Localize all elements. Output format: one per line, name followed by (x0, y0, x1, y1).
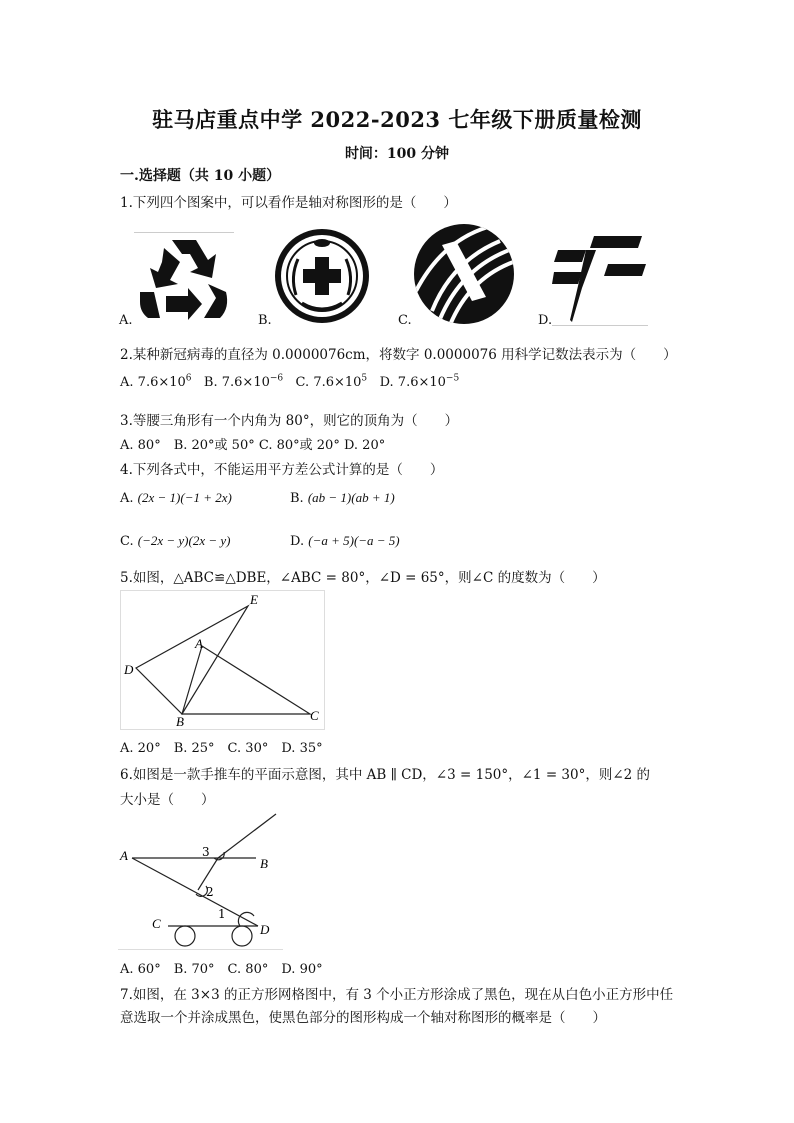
triangle-figure-q5 (120, 590, 325, 730)
label-c: C (152, 916, 161, 931)
q1-option-a-label: A. (119, 313, 133, 328)
exam-time: 时间：100 分钟 (344, 146, 450, 162)
question-5-options: A. 20° B. 25° C. 30° D. 35° (120, 741, 323, 756)
page-title: 驻马店重点中学 2022-2023 七年级下册质量检测 (152, 107, 642, 132)
question-6-options: A. 60° B. 70° C. 80° D. 90° (120, 962, 323, 977)
question-1-stem: 1.下列四个图案中，可以看作是轴对称图形的是（ ） (120, 195, 457, 211)
angle-1-label: 1 (218, 907, 226, 921)
label-d: D (260, 922, 270, 937)
label-b: B (176, 714, 184, 729)
q1-option-c-label: C. (398, 313, 412, 328)
question-4-stem: 4.下列各式中，不能运用平方差公式计算的是（ ） (120, 462, 444, 478)
angle-2-label: 2 (206, 885, 214, 899)
handcart-figure-q6 (118, 812, 283, 950)
angle-3-label: 3 (202, 845, 210, 859)
q4-option-c: C. (−2x − y)(2x − y) (120, 533, 231, 549)
question-6-stem-line1: 6.如图是一款手推车的平面示意图，其中 AB ∥ CD，∠3 = 150°，∠1 = 30°，则∠2 的 (120, 767, 651, 783)
red-cross-emblem-icon (272, 225, 372, 327)
q1-option-d-label: D. (538, 313, 553, 328)
q2-option-b: B. $7.6\times 10^{-6}$ (203, 374, 284, 391)
recycle-symbol-icon (134, 232, 234, 326)
lightning-emblem-icon (552, 228, 648, 326)
label-a: A (120, 848, 128, 863)
q2-option-c: C. $7.6\times 10^5$ (295, 374, 368, 391)
question-3-options: A. 80° B. 20°或 50° C. 80°或 20° D. 20° (120, 438, 386, 453)
label-a: A (195, 636, 203, 651)
label-b: B (260, 856, 268, 871)
q4-option-b: B. (ab − 1)(ab + 1) (290, 490, 395, 506)
question-3-stem: 3.等腰三角形有一个内角为 80°，则它的顶角为（ ） (120, 413, 459, 429)
label-e: E (250, 592, 258, 607)
question-5-stem: 5.如图，△ABC≌△DBE，∠ABC = 80°，∠D = 65°，则∠C 的度数为（ ） (120, 570, 606, 586)
question-7-stem-line2: 意选取一个并涂成黑色，使黑色部分的图形构成一个轴对称图形的概率是（ ） (120, 1010, 606, 1026)
label-c: C (310, 708, 319, 723)
q1-option-b-label: B. (258, 313, 272, 328)
label-d: D (124, 662, 134, 677)
circle-stripes-logo-icon (412, 221, 516, 327)
section-heading: 一.选择题（共 10 小题） (120, 168, 281, 184)
question-6-stem-line2: 大小是（ ） (120, 792, 215, 808)
q2-option-a: A. $7.6\times 10^6$ (120, 374, 192, 391)
q4-option-d: D. (−a + 5)(−a − 5) (290, 533, 400, 549)
q2-option-d: D. $7.6\times 10^{-5}$ (379, 374, 460, 391)
question-2-stem: 2.某种新冠病毒的直径为 0.0000076cm，将数字 0.0000076 用科学记数法表示为（ ） (120, 347, 677, 363)
question-2-options (120, 374, 459, 390)
q4-option-a: A. (2x − 1)(−1 + 2x) (120, 490, 232, 506)
question-7-stem-line1: 7.如图，在 3×3 的正方形网格图中，有 3 个小正方形涂成了黑色，现在从白色小正方形中任 (120, 987, 674, 1003)
